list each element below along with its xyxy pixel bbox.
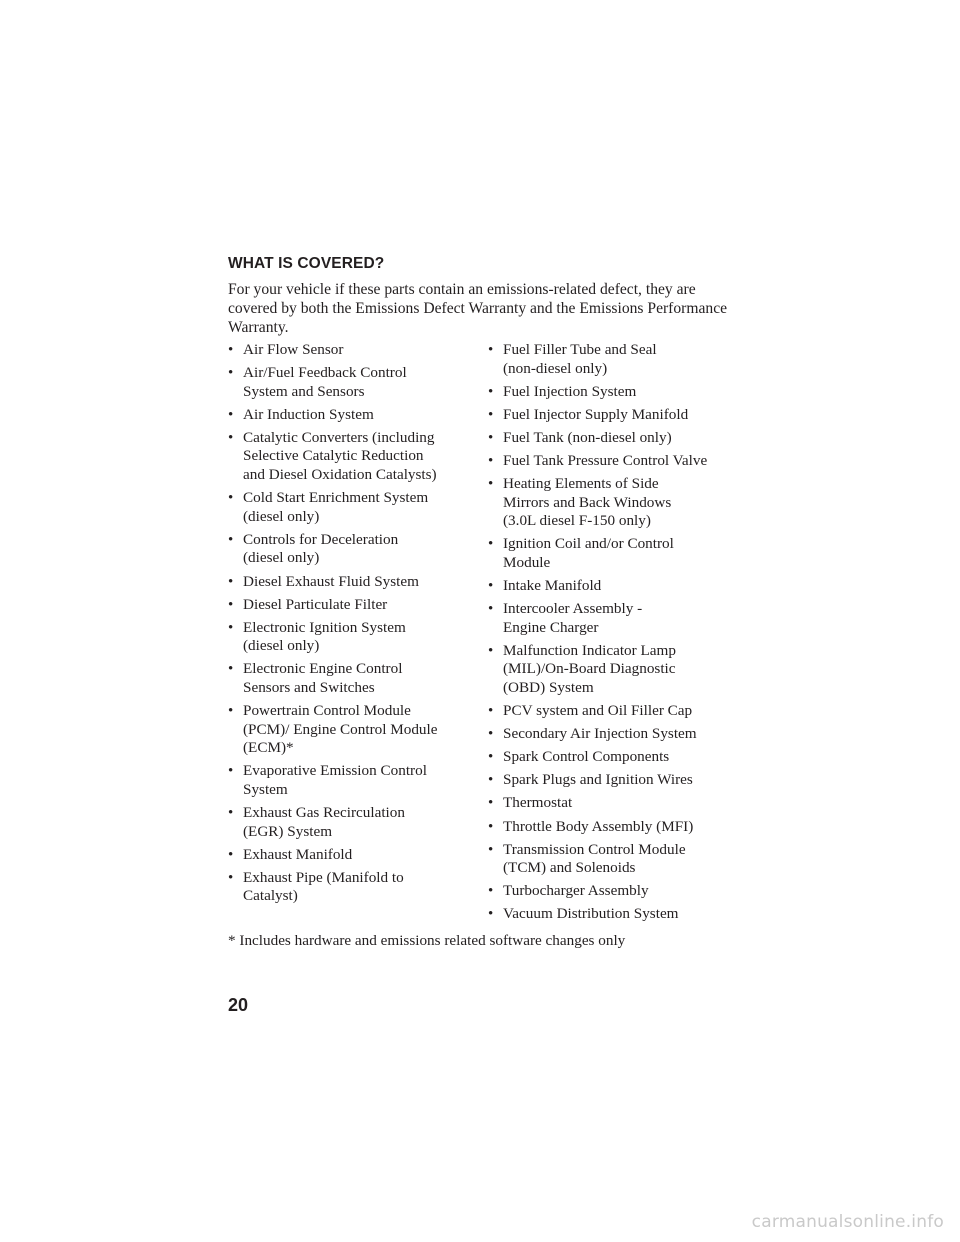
- footnote: * Includes hardware and emissions related software changes only: [228, 931, 626, 949]
- list-item-text: Secondary Air Injection System: [503, 725, 697, 743]
- bullet-icon: •: [228, 619, 234, 636]
- bullet-icon: •: [488, 536, 494, 553]
- list-item-text: Turbocharger Assembly: [503, 882, 649, 900]
- list-item-text: Heating Elements of Side Mirrors and Back Windows (3.0L diesel F-150 only): [503, 475, 672, 530]
- list-item: [228, 429, 468, 485]
- bullet-icon: •: [228, 763, 234, 780]
- bullet-icon: •: [228, 365, 234, 382]
- list-item: [228, 531, 468, 568]
- list-item: [488, 725, 728, 744]
- bullet-icon: •: [488, 383, 494, 400]
- list-item: [488, 475, 728, 531]
- list-item: [488, 642, 728, 698]
- list-item: [488, 702, 728, 721]
- list-item: [488, 383, 728, 402]
- list-item-text: Thermostat: [503, 794, 573, 812]
- bullet-icon: •: [228, 661, 234, 678]
- list-item-text: Diesel Particulate Filter: [243, 595, 388, 613]
- bullet-icon: •: [488, 601, 494, 618]
- bullet-icon: •: [488, 642, 494, 659]
- list-item-text: Exhaust Gas Recirculation (EGR) System: [243, 804, 405, 840]
- list-item-text: Diesel Exhaust Fluid System: [243, 572, 419, 590]
- bullet-icon: •: [228, 846, 234, 863]
- list-item: [488, 535, 728, 572]
- list-item-text: Exhaust Pipe (Manifold to Catalyst): [243, 868, 404, 905]
- list-item-text: Transmission Control Module (TCM) and Solenoids: [503, 840, 686, 877]
- bullet-icon: •: [488, 841, 494, 858]
- section-heading: WHAT IS COVERED?: [228, 255, 385, 272]
- list-item: [228, 846, 468, 865]
- list-item-text: Air Induction System: [243, 405, 374, 423]
- list-item: [488, 818, 728, 837]
- document-page: [228, 254, 728, 950]
- bullet-icon: •: [488, 703, 494, 720]
- list-item: [488, 882, 728, 901]
- bullet-icon: •: [488, 795, 494, 812]
- list-item: [228, 573, 468, 592]
- list-item: [488, 406, 728, 425]
- list-item-text: Intake Manifold: [503, 577, 602, 595]
- list-item: [488, 748, 728, 767]
- list-item: [228, 804, 468, 841]
- bullet-icon: •: [228, 490, 234, 507]
- bullet-icon: •: [228, 406, 234, 423]
- list-item-text: Evaporative Emission Control System: [243, 762, 427, 798]
- list-item: [228, 489, 468, 526]
- bullet-icon: •: [488, 476, 494, 493]
- list-item-text: Fuel Injection System: [503, 382, 637, 400]
- list-item-text: Fuel Tank (non-diesel only): [503, 428, 672, 446]
- list-item-text: Powertrain Control Module (PCM)/ Engine Control Module (ECM)*: [243, 702, 438, 757]
- list-item-text: Fuel Filler Tube and Seal (non-diesel only): [503, 341, 657, 377]
- bullet-icon: •: [488, 726, 494, 743]
- bullet-icon: •: [228, 703, 234, 720]
- list-item-text: Catalytic Converters (including Selective Catalytic Reduction and Diesel Oxidation Catalysts): [243, 428, 437, 484]
- covered-parts-list: [228, 341, 728, 929]
- bullet-icon: •: [488, 883, 494, 900]
- bullet-icon: •: [228, 805, 234, 822]
- page-number: 20: [228, 995, 249, 1015]
- list-item: [488, 794, 728, 813]
- bullet-icon: •: [488, 906, 494, 923]
- bullet-icon: •: [228, 573, 234, 590]
- list-item-text: Air Flow Sensor: [243, 341, 344, 358]
- list-item-text: Exhaust Manifold: [243, 845, 353, 863]
- list-item: [488, 771, 728, 790]
- list-item: [228, 869, 468, 906]
- list-item: [228, 406, 468, 425]
- bullet-icon: •: [488, 342, 494, 358]
- bullet-icon: •: [488, 578, 494, 595]
- list-item: [488, 600, 728, 637]
- left-column: [228, 341, 468, 929]
- bullet-icon: •: [228, 869, 234, 886]
- list-item-text: Ignition Coil and/or Control Module: [503, 535, 674, 571]
- list-item-text: Intercooler Assembly - Engine Charger: [503, 600, 643, 636]
- list-item: [228, 762, 468, 799]
- list-item-text: PCV system and Oil Filler Cap: [503, 702, 693, 720]
- list-item: [488, 429, 728, 448]
- list-item-text: Spark Control Components: [503, 748, 670, 766]
- right-column: [488, 341, 728, 929]
- bullet-icon: •: [488, 818, 494, 835]
- list-item-text: Vacuum Distribution System: [503, 905, 679, 923]
- list-item: [228, 619, 468, 656]
- list-item-text: Electronic Ignition System (diesel only): [243, 618, 406, 655]
- list-item-text: Fuel Injector Supply Manifold: [503, 405, 689, 423]
- list-item-text: Controls for Deceleration (diesel only): [243, 530, 399, 567]
- intro-paragraph: For your vehicle if these parts contain an emissions-related defect, they are covered by both the Emissions Defect Warranty and the Emissions Performance Warranty.: [228, 281, 728, 336]
- bullet-icon: •: [228, 531, 234, 548]
- list-item-text: Electronic Engine Control Sensors and Switches: [243, 660, 403, 696]
- bullet-icon: •: [488, 406, 494, 423]
- list-item-text: Cold Start Enrichment System (diesel only): [243, 489, 429, 525]
- bullet-icon: •: [228, 429, 234, 446]
- list-item-text: Throttle Body Assembly (MFI): [503, 817, 694, 835]
- bullet-icon: •: [488, 452, 494, 469]
- list-item-text: Malfunction Indicator Lamp (MIL)/On-Board Diagnostic (OBD) System: [503, 641, 676, 696]
- list-item-text: Fuel Tank Pressure Control Valve: [503, 451, 708, 469]
- bullet-icon: •: [228, 342, 234, 358]
- list-item: [488, 577, 728, 596]
- list-item-text: Air/Fuel Feedback Control System and Sensors: [243, 364, 407, 400]
- list-item: [228, 596, 468, 615]
- list-item: [228, 364, 468, 401]
- list-item: [488, 841, 728, 878]
- watermark-text: carmanualsonline.info: [751, 1212, 944, 1232]
- bullet-icon: •: [488, 772, 494, 789]
- bullet-icon: •: [228, 596, 234, 613]
- bullet-icon: •: [488, 429, 494, 446]
- list-item: [228, 660, 468, 697]
- list-item: [488, 452, 728, 471]
- list-item-text: Spark Plugs and Ignition Wires: [503, 771, 693, 789]
- list-item: [488, 905, 728, 924]
- list-item: [228, 341, 468, 360]
- bullet-icon: •: [488, 749, 494, 766]
- list-item: [488, 341, 728, 378]
- list-item: [228, 702, 468, 758]
